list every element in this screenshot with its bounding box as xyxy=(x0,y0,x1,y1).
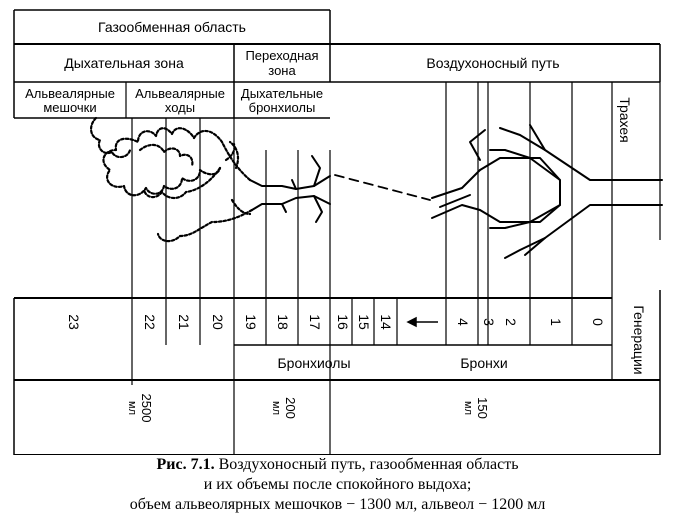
generation-numbers xyxy=(66,314,606,330)
alveolar-sacs-label-1: Альвеалярные xyxy=(25,86,115,101)
generation-number: 15 xyxy=(356,314,372,330)
caption-line-3: объем альвеолярных мешочков − 1300 мл, альвеол − 1200 мл xyxy=(129,496,546,513)
generation-number: 18 xyxy=(275,314,291,330)
bronchi-label: Бронхи xyxy=(460,355,508,371)
bronchiole-upper xyxy=(250,176,330,189)
alveolar-sacs-label-2: мешочки xyxy=(43,100,97,115)
airway-tree-drawing xyxy=(250,125,662,258)
volume-unit: мл xyxy=(126,401,138,415)
generation-grid-lines xyxy=(132,82,660,455)
arrow-left-icon xyxy=(408,318,438,326)
airway-label: Воздухоносный путь xyxy=(426,55,560,71)
figure-caption xyxy=(0,455,675,515)
generation-number: 2 xyxy=(503,318,519,326)
generation-number: 1 xyxy=(548,318,564,326)
bronchus-upper-inner xyxy=(490,150,560,180)
bronchiole-branch-up xyxy=(312,156,320,186)
caption-line-1 xyxy=(0,455,675,475)
dashed-connection xyxy=(335,175,430,200)
small-bronchus-upper xyxy=(432,170,480,198)
generation-number: 3 xyxy=(481,318,497,326)
volume-unit: мл xyxy=(462,401,474,415)
volume-value: 2500 xyxy=(139,393,154,423)
generation-number: 22 xyxy=(142,314,158,330)
trachea-label: Трахея xyxy=(617,97,633,143)
generation-number: 16 xyxy=(335,314,351,330)
generation-number: 20 xyxy=(210,314,226,330)
transitional-zone-label-1: Переходная xyxy=(245,48,319,63)
gas-exchange-label: Газообменная область xyxy=(98,19,246,35)
caption-label: Рис. 7.1. xyxy=(156,456,215,473)
transitional-zone-label-2: зона xyxy=(268,63,296,78)
generation-number: 21 xyxy=(176,314,192,330)
generation-number: 23 xyxy=(66,314,82,330)
generation-number: 19 xyxy=(243,314,259,330)
resp-bronchioles-label-1: Дыхательные xyxy=(240,86,324,101)
generation-number: 14 xyxy=(378,314,394,330)
generation-number: 17 xyxy=(307,314,323,330)
volume-values xyxy=(126,394,490,423)
generations-label: Генерации xyxy=(631,305,647,375)
generation-number: 4 xyxy=(455,318,471,326)
bronchiole-stub xyxy=(282,180,296,212)
resp-bronchioles-label-2: бронхиолы xyxy=(248,100,316,115)
volume-value: 150 xyxy=(475,397,490,419)
caption-text-1: Воздухоносный путь, газообменная область xyxy=(218,456,519,473)
alveolar-sacs-drawing xyxy=(91,118,252,241)
alveolar-ducts-label-1: Альвеалярные xyxy=(135,86,225,101)
alveolar-ducts-label-2: ходы xyxy=(164,100,196,115)
respiratory-zone-label: Дыхательная зона xyxy=(64,55,184,71)
volume-unit: мл xyxy=(270,401,282,415)
bronchioles-label: Бронхиолы xyxy=(277,355,351,371)
bronchus-lower-inner xyxy=(490,205,560,228)
caption-line-2: и их объемы после спокойного выдоха; xyxy=(203,476,472,493)
volume-value: 200 xyxy=(283,397,298,419)
generation-number: 0 xyxy=(590,318,606,326)
